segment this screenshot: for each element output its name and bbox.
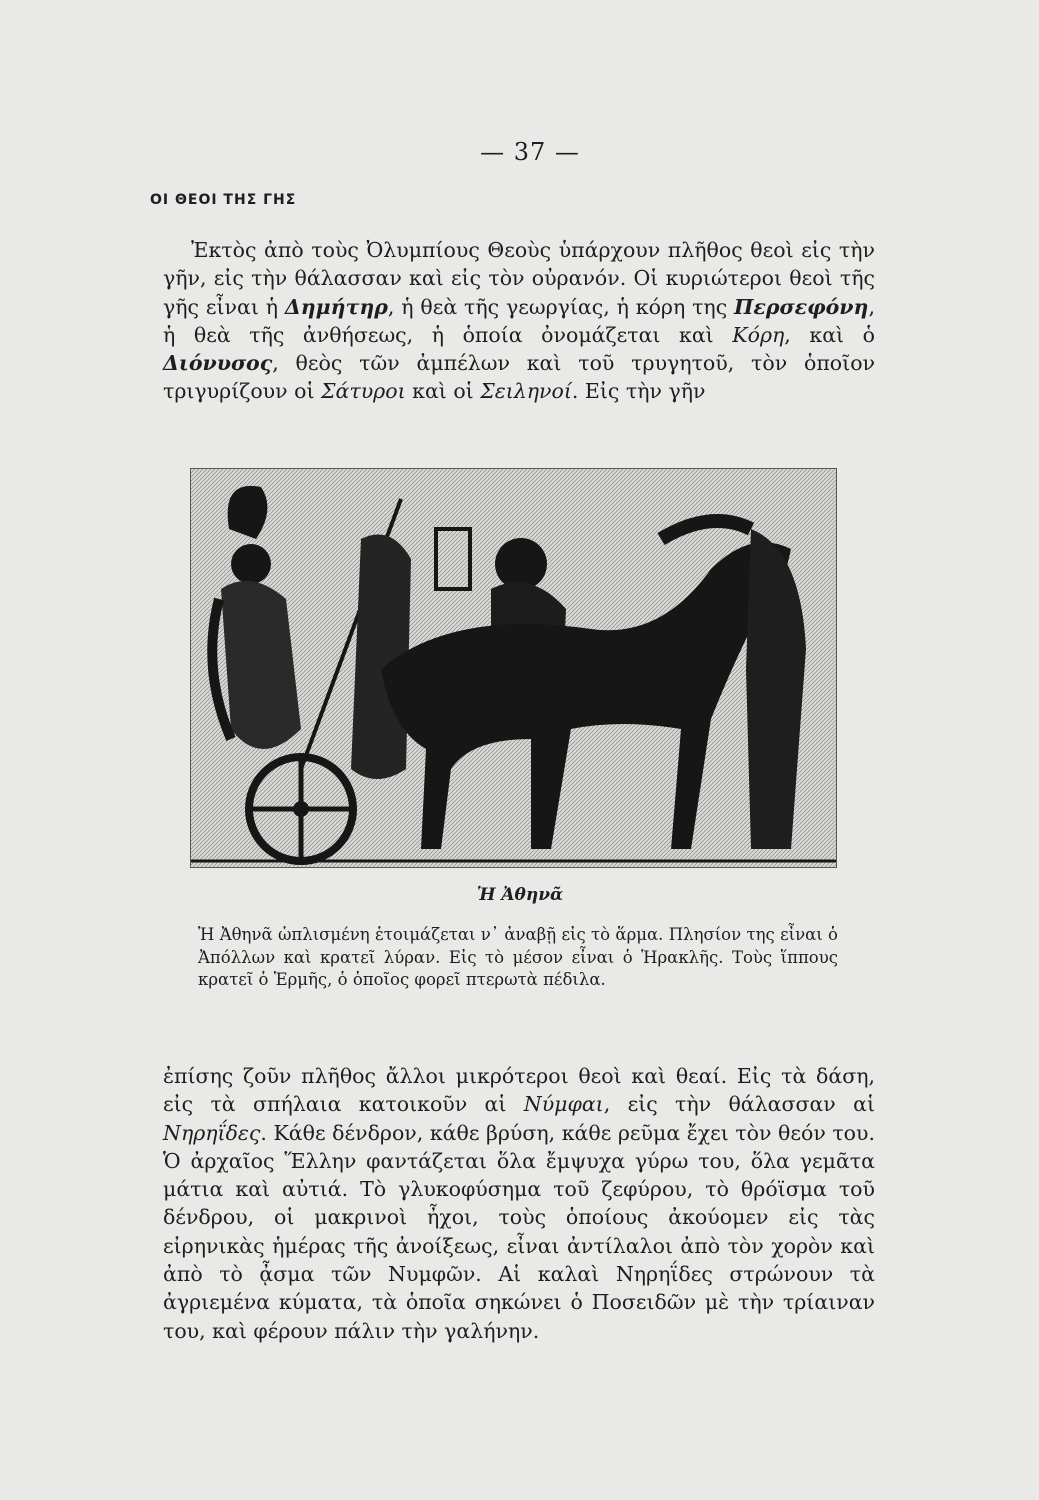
paragraph-intro: Ἐκτὸς ἀπὸ τοὺς Ὀλυμπίους Θεοὺς ὑπάρχουν πλῆθος θεοὶ εἰς τὴν γῆν, εἰς τὴν θάλασσαν καὶ εἰς τὸν οὐρανόν. Οἱ κυριώτεροι θεοὶ τῆς γῆς εἶναι ἡ Δημήτηρ, ἡ θεὰ τῆς γεωργίας, ἡ κόρη της Περσεφόνη, ἡ θεὰ τῆς ἀνθήσεως, ἡ ὁποία ὀνομάζεται καὶ Κόρη, καὶ ὁ Διόνυσος, θεὸς τῶν ἀμπέλων καὶ τοῦ τρυγητοῦ, τὸν ὁποῖον τριγυρίζουν οἱ Σάτυροι καὶ οἱ Σειληνοί. Εἰς τὴν γῆν	[163, 238, 875, 404]
paragraph-minor-gods: ἐπίσης ζοῦν πλῆθος ἄλλοι μικρότεροι θεοὶ καὶ θεαί. Εἰς τὰ δάση, εἰς τὰ σπήλαια κατοικοῦν αἱ Νύμφαι, εἰς τὴν θάλασσαν αἱ Νηρηΐδες. Κάθε δένδρον, κάθε βρύση, κάθε ρεῦμα ἔχει τὸν θεόν του. Ὁ ἀρχαῖος Ἕλλην φαντάζεται ὅλα ἔμψυχα γύρω του, ὅλα γεμᾶτα μάτια καὶ αὐτιά. Τὸ γλυκοφύσημα τοῦ ζεφύρου, τὸ θρόϊσμα τοῦ δένδρου, οἱ μακρινοὶ ἦχοι, τοὺς ὁποίους ἀκούομεν εἰς τὰς εἰρηνικὰς ἡμέρας τῆς ἀνοίξεως, εἶναι ἀντίλαλοι ἀπὸ τὸν χορὸν καὶ ἀπὸ τὸ ᾆσμα τῶν Νυμφῶν. Αἱ καλαὶ Νηρηΐδες στρώνουν τὰ ἀγριεμένα κύματα, τὰ ὁποῖα σηκώνει ὁ Ποσειδῶν μὲ τὴν τρίαιναν του, καὶ φέρουν πάλιν τὴν γαλήνην.	[163, 1064, 875, 1343]
term-nymphs: Νύμφαι	[523, 1092, 604, 1117]
term-dionysus: Διόνυσος	[163, 351, 273, 376]
section-heading: ΟΙ ΘΕΟΙ ΤΗΣ ΓΗΣ	[150, 192, 297, 208]
term-demeter: Δημήτηρ	[284, 294, 388, 319]
term-satyrs: Σάτυροι	[321, 379, 406, 404]
figure-title: Ἡ Ἀθηνᾶ	[476, 885, 564, 905]
figure-caption: Ἡ Ἀθηνᾶ ὡπλισμένη ἑτοιμάζεται ν᾽ ἀναβῇ εἰς τὸ ἅρμα. Πλησίον της εἶναι ὁ Ἀπόλλων καὶ κρατεῖ λύραν. Εἰς τὸ μέσον εἶναι ὁ Ἡρακλῆς. Τοὺς ἵππους κρατεῖ ὁ Ἑρμῆς, ὁ ὁποῖος φορεῖ πτερωτὰ πέδιλα.	[198, 925, 838, 989]
term-kore: Κόρη	[732, 322, 785, 347]
page-number: — 37 —	[480, 138, 580, 166]
term-nereids: Νηρηΐδες	[163, 1120, 261, 1145]
term-persephone: Περσεφόνη	[734, 294, 869, 319]
athena-chariot-illustration	[190, 468, 837, 868]
term-sileni: Σειληνοί	[480, 379, 572, 404]
